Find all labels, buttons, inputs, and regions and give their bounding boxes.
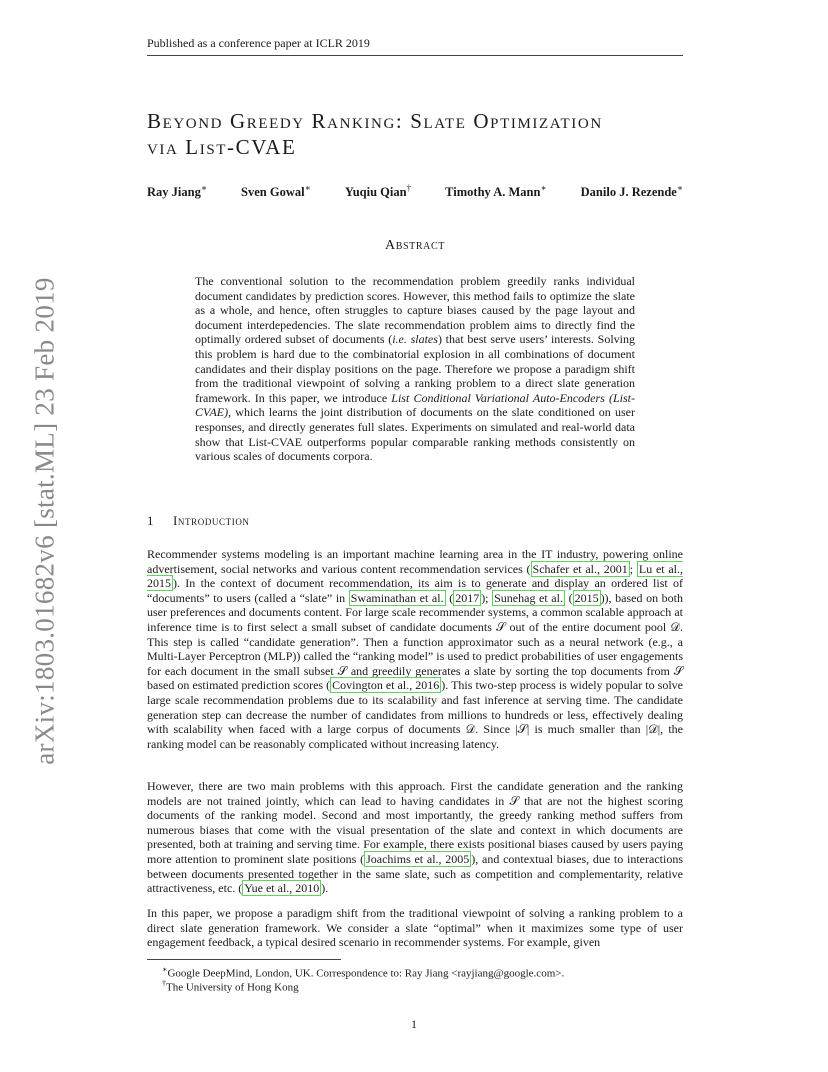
footnote: †The University of Hong Kong (162, 979, 299, 994)
author: Danilo J. Rezende∗ (580, 183, 683, 200)
abstract-text: The conventional solution to the recommendation problem greedily ranks individual document candidates by prediction scores. However, this method fails to optimize the slate as a whole, and hence, often struggles to capture biases caused by the page layout and document interdepedencies. The slate recommendation problem aims to directly find the optimally ordered subset of documents (i.e. slates) that best serve users’ interests. Solving this problem is hard due to the combinatorial explosion in all combinations of document candidates and their display positions on the page. Therefore we propose a paradigm shift from the traditional viewpoint of solving a ranking problem to a direct slate generation framework. In this paper, we introduce List Conditional Variational Auto-Encoders (List-CVAE), which learns the joint distribution of documents on the slate conditioned on user responses, and directly generates full slates. Experiments on simulated and real-world data show that List-CVAE outperforms popular comparable ranking methods consistently on various scales of documents corpora. (195, 274, 635, 464)
citation-link[interactable]: 2015 (574, 590, 599, 605)
citation-link[interactable]: Yue et al., 2010 (244, 881, 320, 896)
citation-link[interactable]: Covington et al., 2016 (332, 678, 440, 693)
title-line-1: Beyond Greedy Ranking: Slate Optimization (147, 109, 603, 133)
author-list (147, 183, 683, 200)
section-number: 1 (147, 513, 155, 528)
paragraph: In this paper, we propose a paradigm shift from the traditional viewpoint of solving a ranking problem to a direct slate generation framework. We consider a slate “optimal” when it maximizes some type of user engagement feedback, a typical desired scenario in recommender systems. For example, given (147, 906, 683, 950)
arxiv-stamp: arXiv:1803.01682v6 [stat.ML] 23 Feb 2019 (29, 277, 60, 765)
paragraph: However, there are two main problems with this approach. First the candidate generation and the ranking models are not trained jointly, which can lead to having candidates in 𝒮 that are not the highest scoring documents of the ranking model. Second and most importantly, the greedy ranking method suffers from numerous biases that come with the visual presentation of the slate and context in which documents are presented, both at training and serving time. For example, there exists positional biases caused by users paying more attention to prominent slate positions ( Joachims et al., 2005 ), and contextual biases, due to interactions between documents presented together in the same slate, such as competition and complementarity, relative attractiveness, etc. ( Yue et al., 2010 ). (147, 779, 683, 896)
citation-link[interactable]: Sunehag et al. (494, 590, 563, 605)
citation-link[interactable]: 2017 (455, 590, 480, 605)
author: Sven Gowal∗ (241, 183, 311, 200)
citation-link[interactable]: Schafer et al., 2001 (532, 561, 628, 576)
author: Yuqiu Qian† (344, 183, 412, 200)
section-title: Introduction (173, 513, 250, 528)
section-heading (147, 513, 683, 529)
page-number: 1 (411, 1017, 417, 1031)
footnote-divider (147, 959, 341, 960)
running-header: Published as a conference paper at ICLR 2019 (147, 36, 683, 56)
paper-title (147, 108, 687, 160)
paragraph: Recommender systems modeling is an important machine learning area in the IT industry, powering online advertisement, social networks and various content recommendation services ( Schafer et al., 2001 ; Lu et al., 2015 ). In the context of document recommendation, its aim is to generate and display an ordered list of “documents” to users (called a “slate” in Swaminathan et al. ( 2017 ); Sunehag et al. ( 2015 )), based on both user preferences and documents content. For large scale recommender systems, a common scalable approach at inference time is to first select a small subset of candidate documents 𝒮 out of the entire document pool 𝒟. This step is called “candidate generation”. Then a function approximator such as a neural network (e.g., a Multi-Layer Perceptron (MLP)) called the “ranking model” is used to predict probabilities of user engagements for each document in the small subset 𝒮 and greedily generates a slate by sorting the top documents from 𝒮 based on estimated prediction scores ( Covington et al., 2016 ). This two-step process is widely popular to solve large scale recommendation problems due to its scalability and fast inference at serving time. The candidate generation step can decrease the number of candidates from millions to hundreds or less, effectively dealing with scalability when faced with a large corpus of documents 𝒟. Since |𝒮| is much smaller than |𝒟|, the ranking model can be reasonably complicated without increasing latency. (147, 547, 684, 751)
title-line-2: via List-CVAE (147, 135, 297, 159)
footnote: ∗Google DeepMind, London, UK. Correspondence to: Ray Jiang <rayjiang@google.com>. (162, 965, 565, 980)
citation-link[interactable]: Joachims et al., 2005 (366, 851, 470, 866)
citation-link[interactable]: Lu et al., 2015 (147, 561, 684, 591)
author: Timothy A. Mann∗ (445, 183, 547, 200)
citation-link[interactable]: Swaminathan et al. (350, 590, 444, 605)
author: Ray Jiang∗ (147, 183, 207, 200)
abstract-heading: Abstract (385, 238, 445, 253)
